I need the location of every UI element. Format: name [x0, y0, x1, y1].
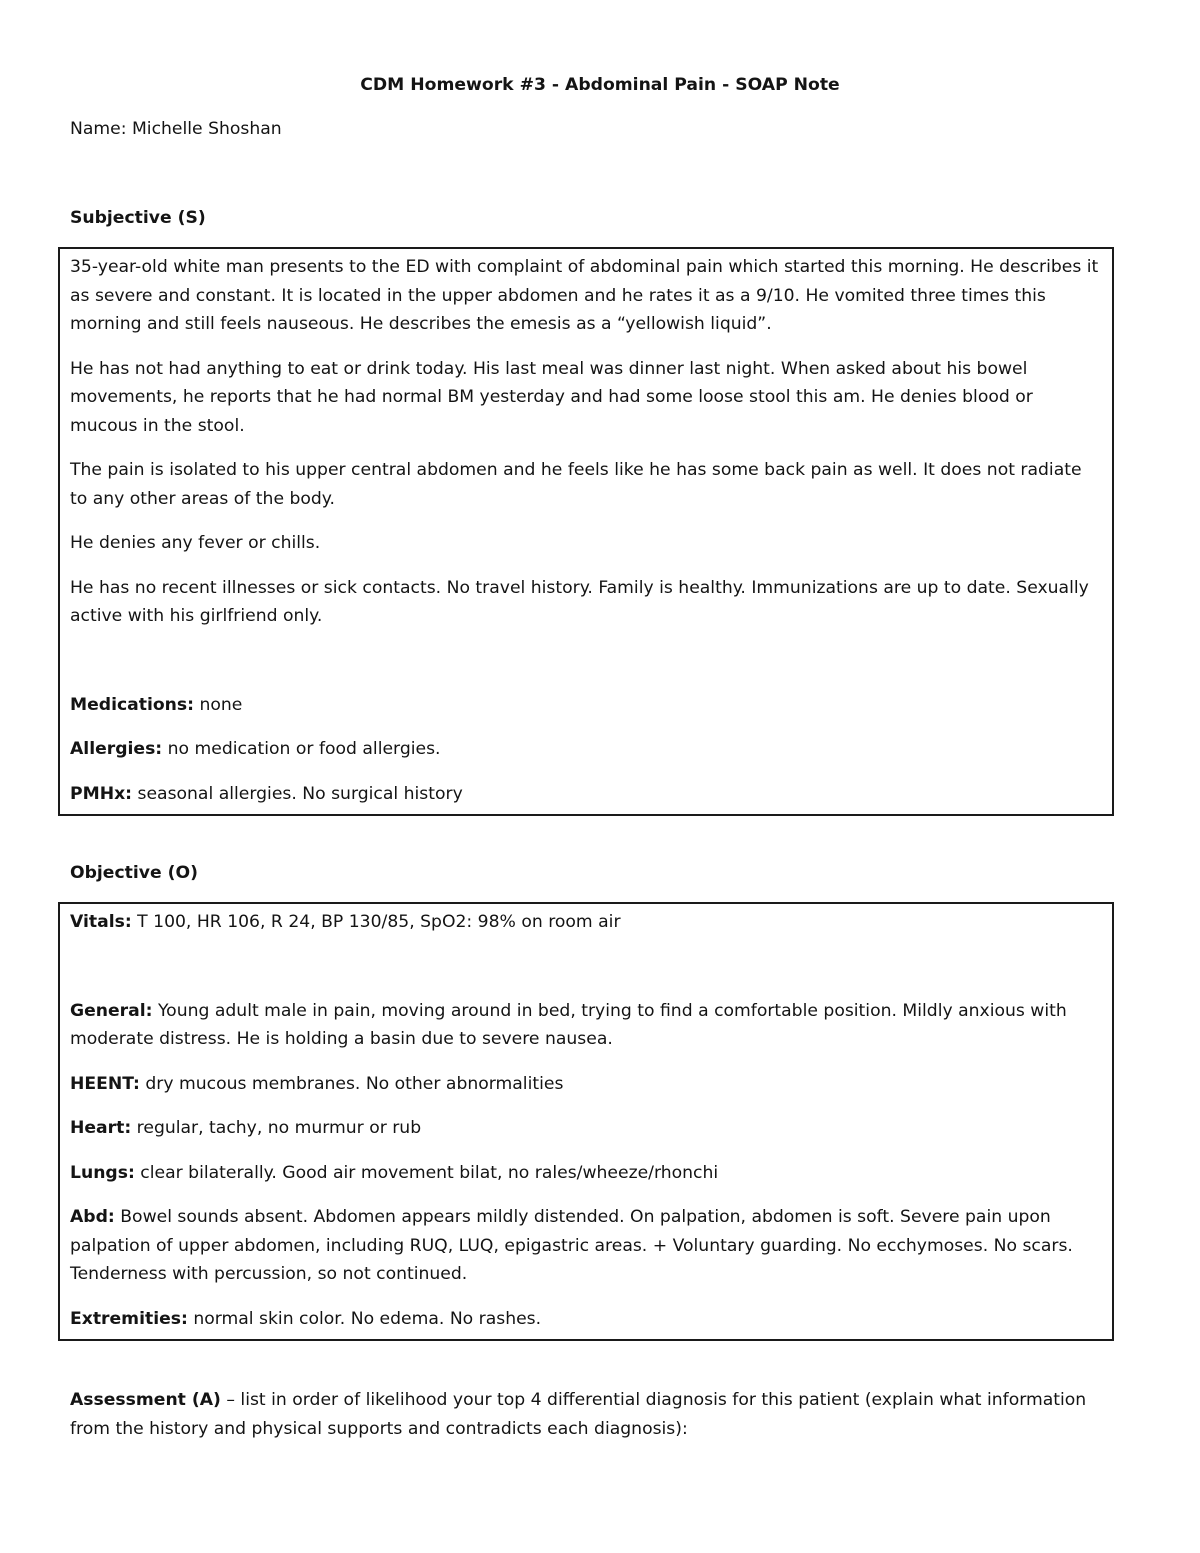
medications-line: [70, 691, 1102, 720]
medications-label: Medications:: [70, 694, 194, 715]
allergies-line: [70, 735, 1102, 764]
heart-label: Heart:: [70, 1118, 132, 1138]
subjective-heading: Subjective (S): [70, 208, 206, 228]
general-line: [70, 997, 1102, 1054]
medications-value: none: [194, 694, 243, 715]
abd-value: Bowel sounds absent. Abdomen appears mildly distended. On palpation, abdomen is soft. Severe pain upon palpation of upper abdomen, including RUQ, LUQ, epigastric areas. + Voluntary guarding. No ecchymoses. No scars. Tenderness with percussion, so not continued.: [70, 1207, 1073, 1284]
vitals-line: [70, 908, 1102, 937]
abd-label: Abd:: [70, 1207, 115, 1227]
document-title: CDM Homework #3 - Abdominal Pain - SOAP Note: [360, 75, 840, 95]
objective-box: [58, 902, 1114, 1341]
objective-heading: Objective (O): [70, 863, 198, 883]
heent-label: HEENT:: [70, 1073, 140, 1094]
pmhx-label: PMHx:: [70, 783, 133, 804]
assessment-prompt: [70, 1386, 1120, 1443]
assessment-heading: Assessment (A): [70, 1390, 221, 1410]
abd-line: [70, 1203, 1102, 1289]
subjective-paragraph: The pain is isolated to his upper central abdomen and he feels like he has some back pain as well. It does not radiate to any other areas of the body.: [70, 460, 1082, 509]
general-label: General:: [70, 1000, 153, 1021]
allergies-label: Allergies:: [70, 739, 163, 759]
heent-line: [70, 1070, 1102, 1099]
heent-value: dry mucous membranes. No other abnormalities: [139, 1073, 564, 1094]
heart-value: regular, tachy, no murmur or rub: [131, 1118, 422, 1138]
lungs-line: [70, 1159, 1102, 1188]
subjective-paragraph: He has no recent illnesses or sick contacts. No travel history. Family is healthy. Immunizations are up to date. Sexually active with his girlfriend only.: [70, 577, 1089, 626]
allergies-value: no medication or food allergies.: [162, 739, 441, 759]
subjective-paragraph: 35-year-old white man presents to the ED with complaint of abdominal pain which started this morning. He describes it as severe and constant. It is located in the upper abdomen and he rates it as a 9/10. He vomited three times this morning and still feels nauseous. He describes the emesis as a “yellowish liquid”.: [70, 257, 1099, 334]
general-value: Young adult male in pain, moving around in bed, trying to find a comfortable position. Mildly anxious with moderate distress. He is holding a basin due to severe nausea.: [70, 1000, 1067, 1049]
extremities-line: [70, 1305, 1102, 1334]
subjective-paragraph: He denies any fever or chills.: [70, 533, 321, 553]
lungs-label: Lungs:: [70, 1162, 135, 1183]
student-name: Name: Michelle Shoshan: [70, 119, 282, 139]
vitals-value: T 100, HR 106, R 24, BP 130/85, SpO2: 98% on room air: [131, 912, 621, 932]
extremities-label: Extremities:: [70, 1308, 188, 1329]
pmhx-value: seasonal allergies. No surgical history: [132, 783, 463, 804]
extremities-value: normal skin color. No edema. No rashes.: [187, 1308, 542, 1329]
subjective-box: [58, 247, 1114, 816]
heart-line: [70, 1114, 1102, 1143]
pmhx-line: [70, 780, 1102, 809]
subjective-paragraph: He has not had anything to eat or drink today. His last meal was dinner last night. When asked about his bowel movements, he reports that he had normal BM yesterday and had some loose stool this am. He denies blood or mucous in the stool.: [70, 358, 1033, 436]
lungs-value: clear bilaterally. Good air movement bilat, no rales/wheeze/rhonchi: [134, 1162, 719, 1183]
assessment-text: – list in order of likelihood your top 4 differential diagnosis for this patient (explain what information from the history and physical supports and contradicts each diagnosis):: [70, 1390, 1087, 1439]
vitals-label: Vitals:: [70, 912, 132, 932]
